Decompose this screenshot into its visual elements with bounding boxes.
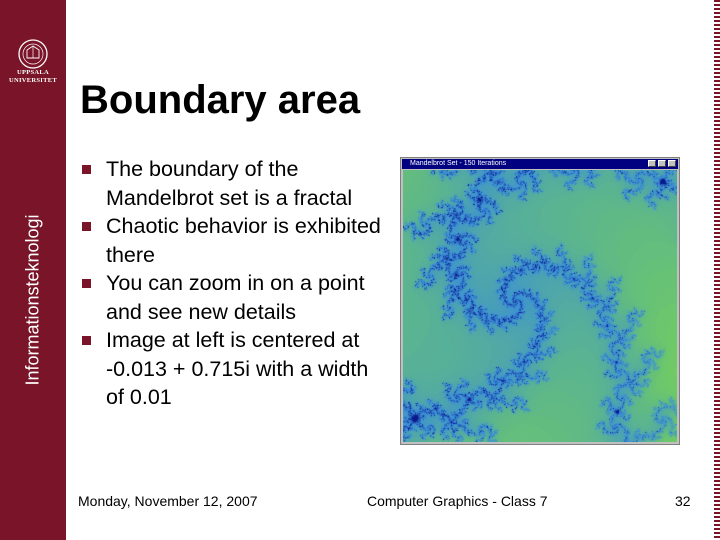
- mandelbrot-window: [400, 157, 680, 445]
- maximize-button[interactable]: [658, 160, 666, 167]
- university-name: [0, 69, 66, 85]
- decorative-stripe: [714, 0, 720, 540]
- footer-page-number: 32: [675, 493, 691, 509]
- university-name-line-2: UNIVERSITET: [8, 77, 58, 84]
- minimize-button[interactable]: [648, 160, 656, 167]
- department-label: Informationsteknologi: [22, 214, 43, 386]
- sidebar: [0, 0, 66, 540]
- square-bullet-icon: [82, 279, 91, 288]
- footer-course: Computer Graphics - Class 7: [367, 493, 548, 509]
- square-bullet-icon: [82, 336, 91, 345]
- slide-title: Boundary area: [80, 78, 361, 122]
- bullet-item: [78, 269, 388, 326]
- bullet-text: You can zoom in on a point and see new details: [106, 271, 365, 324]
- bullet-text: Image at left is centered at -0.013 + 0.715i with a width of 0.01: [106, 328, 369, 409]
- bullet-item: [78, 326, 388, 412]
- university-seal-icon: [6, 34, 60, 96]
- bullet-text: Chaotic behavior is exhibited there: [106, 214, 381, 267]
- square-bullet-icon: [82, 165, 91, 174]
- window-titlebar[interactable]: [402, 159, 678, 169]
- bullet-item: [78, 212, 388, 269]
- bullet-list: [78, 155, 388, 412]
- university-name-line-1: UPPSALA: [16, 69, 50, 76]
- window-title: Mandelbrot Set - 150 Iterations: [410, 160, 507, 167]
- square-bullet-icon: [82, 222, 91, 231]
- footer-date: Monday, November 12, 2007: [78, 493, 258, 509]
- bullet-item: [78, 155, 388, 212]
- close-button[interactable]: [668, 160, 676, 167]
- bullet-text: The boundary of the Mandelbrot set is a fractal: [106, 157, 353, 210]
- mandelbrot-image: [403, 170, 677, 442]
